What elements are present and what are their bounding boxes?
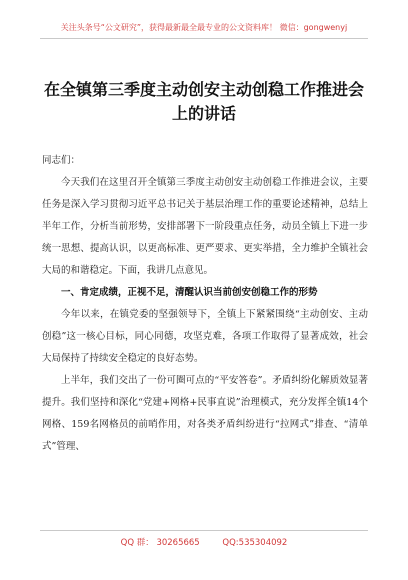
header-promo-text: 关注头条号“公文研究”，获得最新最全最专业的公文资料库！ 微信：gongwenyj bbox=[60, 23, 348, 32]
paragraph-intro: 今天我们在这里召开全镇第三季度主动创安主动创稳工作推进会议，主要任务是深入学习贯彻习近平总书记关于基层治理工作的重要论述精神，总结上半年工作，分析当前形势，安排部署下一阶段重点任务，动员全镇上下进一步统一思想、提高认识，以更高标准、更严要求、更实举措，全力维护全镇社会大局的和谐稳定。下面，我讲几点意见。 bbox=[42, 177, 368, 276]
footer-divider bbox=[40, 530, 368, 531]
paragraph-achievements: 今年以来，在镇党委的坚强领导下，全镇上下紧紧围绕“主动创安、主动创稳”这一核心目标，同心同德，攻坚克难，各项工作取得了显著成效，社会大局保持了持续安全稳定的良好态势。 bbox=[42, 309, 368, 364]
document-title: 在全镇第三季度主动创安主动创稳工作推进会上的讲话 bbox=[43, 80, 364, 123]
footer-qq-number: QQ:535304092 bbox=[222, 538, 288, 548]
header-divider bbox=[40, 38, 368, 39]
greeting: 同志们： bbox=[42, 155, 81, 166]
section-heading-1: 一、肯定成绩，正视不足，清醒认识当前创安创稳工作的形势 bbox=[61, 287, 318, 298]
footer-contact bbox=[0, 536, 408, 548]
footer-qq-group: QQ 群： 30265665 bbox=[120, 538, 200, 548]
paragraph-first-half: 上半年，我们交出了一份可圈可点的“平安答卷”。矛盾纠纷化解质效显著提升。我们坚持和深化“党建+网格+民事直说”治理模式，充分发挥全镇14个网格、159名网格员的前哨作用，对各类矛盾纠纷进行“拉网式”排查、“清单式”管理、 bbox=[42, 375, 368, 452]
document-body bbox=[42, 150, 368, 458]
